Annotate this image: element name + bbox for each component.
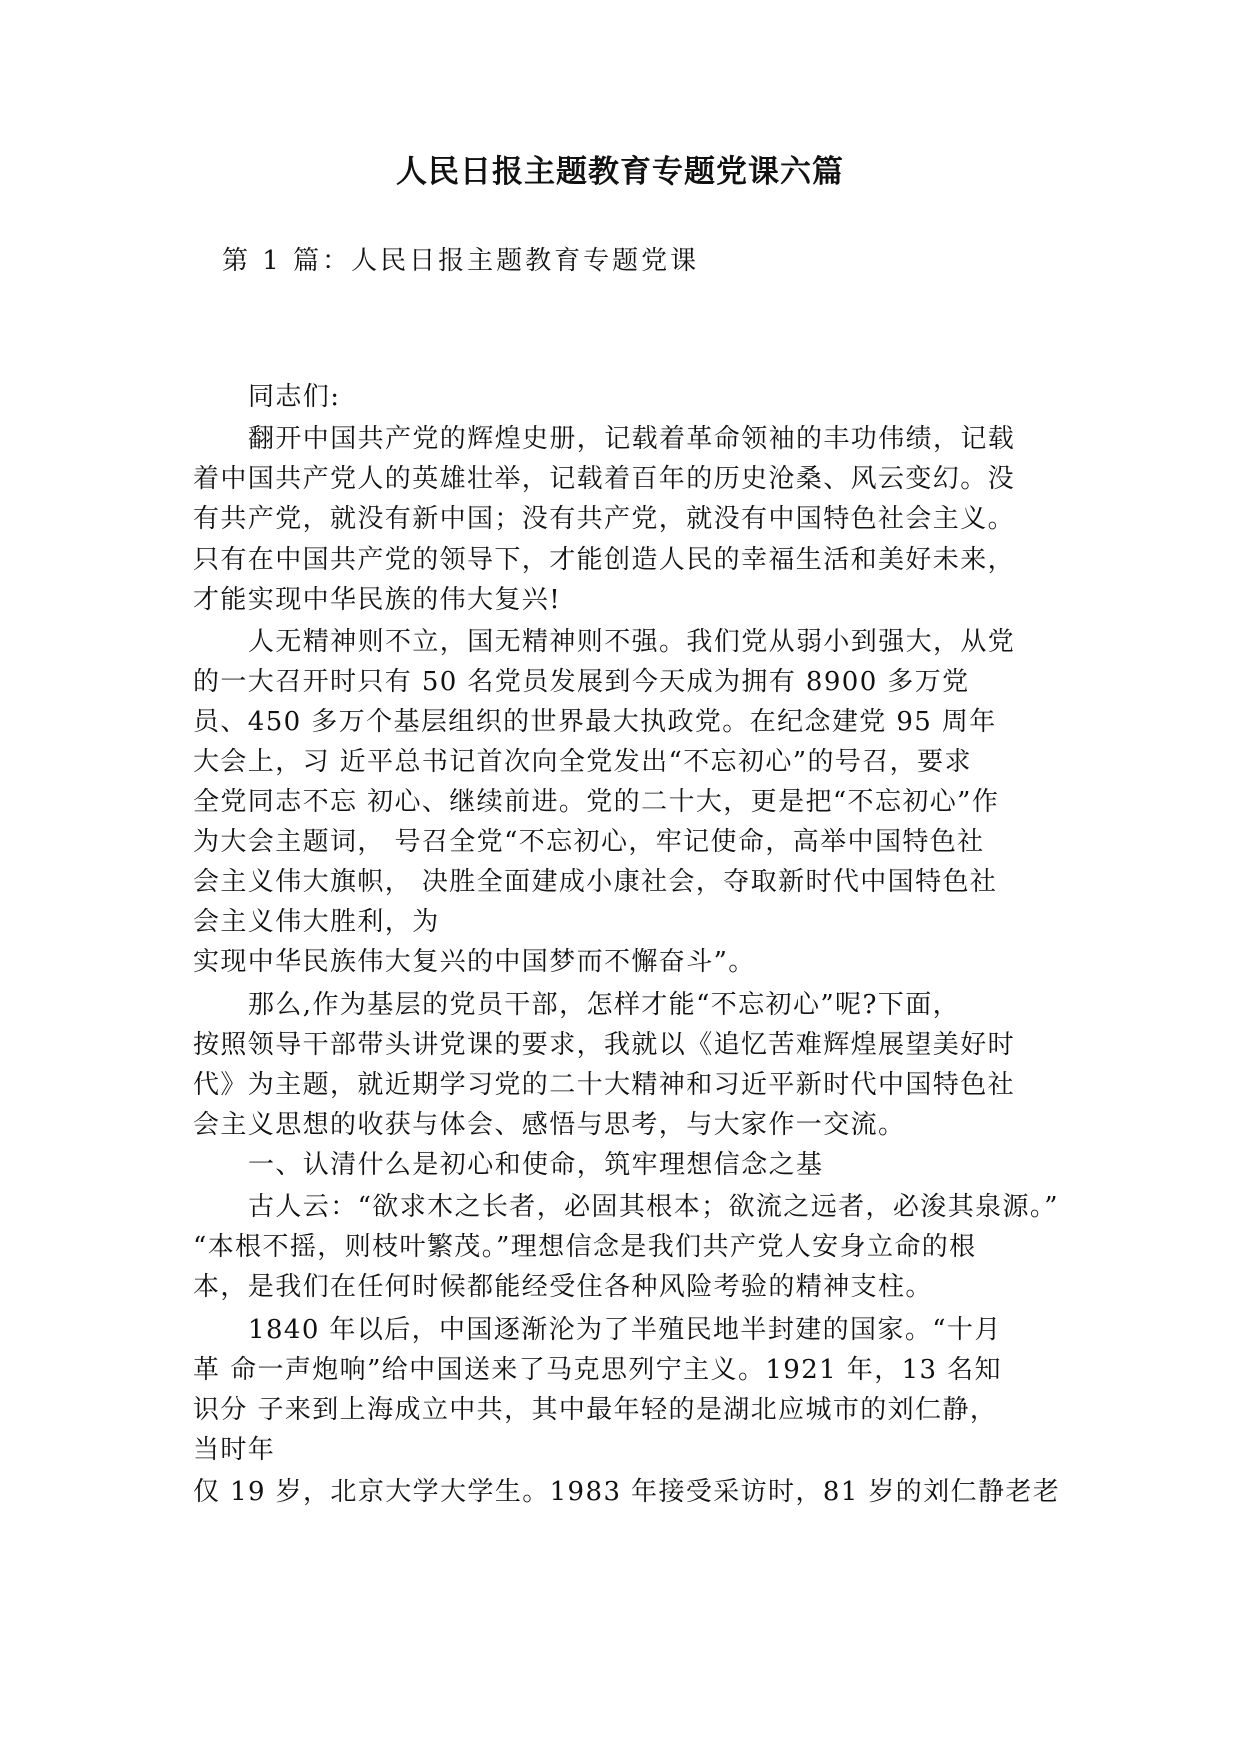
paragraph-line: 古人云：“欲求木之长者，必固其根本；欲流之远者，必浚其泉源。” bbox=[248, 1192, 1059, 1222]
paragraph-line: 人无精神则不立，国无精神则不强。我们党从弱小到强大，从党 bbox=[248, 627, 1016, 657]
paragraph-line: 的一大召开时只有 50 名党员发展到今天成为拥有 8900 多万党 bbox=[193, 667, 970, 697]
paragraph-line: 本，是我们在任何时候都能经受住各种风险考验的精神支柱。 bbox=[193, 1272, 933, 1302]
paragraph-line: 按照领导干部带头讲党课的要求，我就以《追忆苦难辉煌展望美好时 bbox=[193, 1030, 1016, 1060]
paragraph-line: 1840 年以后，中国逐渐沦为了半殖民地半封建的国家。“十月 bbox=[248, 1315, 1002, 1345]
section-heading: 第 1 篇：人民日报主题教育专题党课 bbox=[222, 246, 700, 276]
paragraph-line: 识分 子来到上海成立中共，其中最年轻的是湖北应城市的刘仁静， bbox=[193, 1395, 998, 1425]
paragraph-line: 翻开中国共产党的辉煌史册，记载着革命领袖的丰功伟绩，记载 bbox=[248, 424, 1016, 454]
paragraph-line: 大会上，习 近平总书记首次向全党发出“不忘初心”的号召，要求 bbox=[193, 747, 972, 777]
paragraph-line: 当时年 bbox=[193, 1435, 276, 1465]
section-heading-1: 一、认清什么是初心和使命，筑牢理想信念之基 bbox=[248, 1150, 824, 1180]
paragraph-line: 实现中华民族伟大复兴的中国梦而不懈奋斗”。 bbox=[193, 947, 756, 977]
document-title: 人民日报主题教育专题党课六篇 bbox=[396, 154, 844, 190]
paragraph-line: 着中国共产党人的英雄壮举，记载着百年的历史沧桑、风云变幻。没 bbox=[193, 464, 1016, 494]
paragraph-line: 全党同志不忘 初心、继续前进。党的二十大，更是把“不忘初心”作 bbox=[193, 787, 1000, 817]
paragraph-line: 为大会主题词， 号召全党“不忘初心，牢记使命，高举中国特色社 bbox=[193, 827, 985, 857]
paragraph-line: 革 命一声炮响”给中国送来了马克思列宁主义。1921 年，13 名知 bbox=[193, 1355, 1002, 1385]
paragraph-line: 会主义思想的收获与体会、感悟与思考，与大家作一交流。 bbox=[193, 1110, 906, 1140]
paragraph-line: 才能实现中华民族的伟大复兴! bbox=[193, 585, 562, 615]
paragraph-line: 那么,作为基层的党员干部，怎样才能“不忘初心”呢?下面， bbox=[248, 990, 960, 1020]
paragraph-line: 仅 19 岁，北京大学大学生。1983 年接受采访时，81 岁的刘仁静老老 bbox=[193, 1477, 1061, 1507]
paragraph-line: 有共产党，就没有新中国；没有共产党，就没有中国特色社会主义。 bbox=[193, 504, 1016, 534]
paragraph-line: 只有在中国共产党的领导下，才能创造人民的幸福生活和美好未来， bbox=[193, 545, 1016, 575]
paragraph-line: “本根不摇，则枝叶繁茂。”理想信念是我们共产党人安身立命的根 bbox=[193, 1232, 977, 1262]
salutation: 同志们: bbox=[248, 382, 341, 412]
paragraph-line: 会主义伟大旗帜， 决胜全面建成小康社会，夺取新时代中国特色社 bbox=[193, 867, 998, 897]
paragraph-line: 代》为主题，就近期学习党的二十大精神和习近平新时代中国特色社 bbox=[193, 1070, 1016, 1100]
paragraph-line: 会主义伟大胜利，为 bbox=[193, 907, 440, 937]
paragraph-line: 员、450 多万个基层组织的世界最大执政党。在纪念建党 95 周年 bbox=[193, 707, 997, 737]
